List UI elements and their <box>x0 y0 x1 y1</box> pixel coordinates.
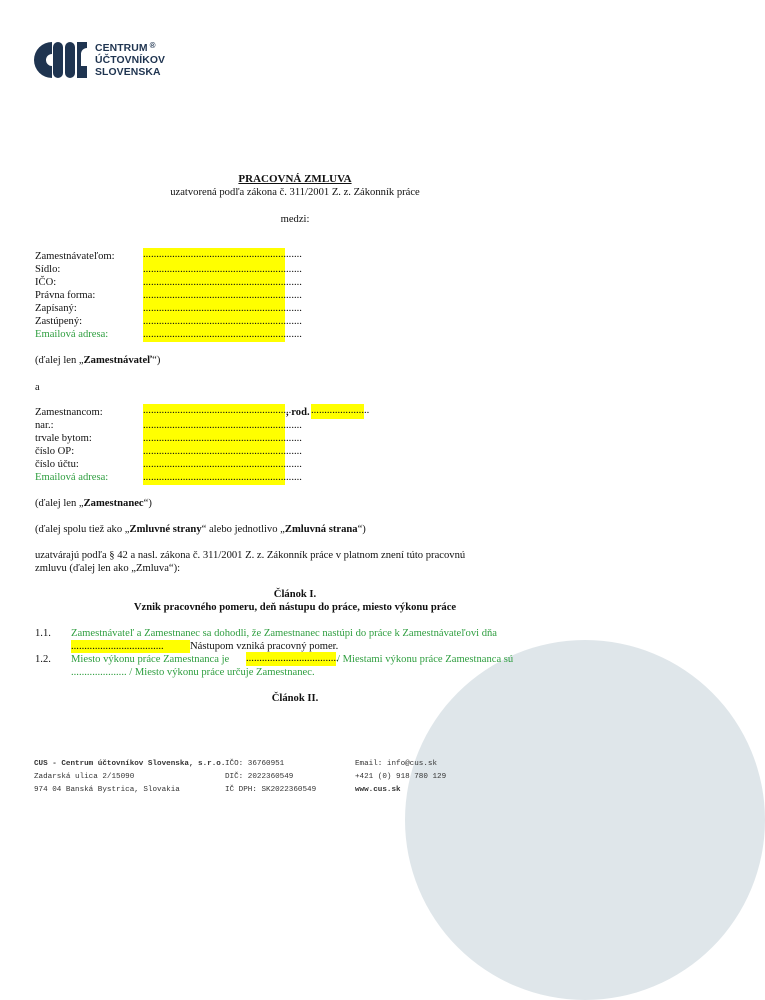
residence-field[interactable]: ............................................................ <box>143 433 302 444</box>
seat-field[interactable]: ............................................................ <box>143 264 302 275</box>
footer-email[interactable]: Email: info@cus.sk <box>355 760 438 768</box>
article-1-number: Článok I. <box>273 589 317 600</box>
footer-registration: IČO: 36760951 DIČ: 2022360549 IČ DPH: SK2022360549 <box>225 760 317 794</box>
conjunction-a: a <box>35 382 40 393</box>
clause-number: 1.1. <box>35 628 51 639</box>
clause-number: 1.2. <box>35 654 51 665</box>
clause-1-2-line-1b: / Miestami výkonu práce Zamestnanca sú <box>337 654 514 665</box>
account-field[interactable]: ............................................................ <box>143 459 302 470</box>
legal-form-field[interactable]: ............................................................ <box>143 290 302 301</box>
footer-company: CUS - Centrum účtovníkov Slovenska, s.r.o. Zadarská ulica 2/15090 974 04 Banská Bystrica, Slovakia <box>34 760 226 794</box>
employer-email-label: Emailová adresa: <box>35 329 109 340</box>
company-logo <box>34 42 165 80</box>
document-subtitle: uzatvorená podľa zákona č. 311/2001 Z. z. Zákonník práce <box>170 187 420 198</box>
registered-field[interactable]: ............................................................ <box>143 303 302 314</box>
logo-mark-icon <box>34 42 90 80</box>
employer-label: Zamestnávateľom: <box>35 251 115 262</box>
id-card-label: číslo OP: <box>35 446 75 457</box>
footer-website[interactable]: www.cus.sk <box>355 786 401 794</box>
intro-line-2: zmluvu (ďalej len ako „Zmluva“): <box>35 563 181 574</box>
seat-label: Sídlo: <box>35 264 61 275</box>
article-1-heading: Vznik pracovného pomeru, deň nástupu do práce, miesto výkonu práce <box>133 602 457 613</box>
employer-reference: (ďalej len „Zamestnávateľ“) <box>35 355 161 366</box>
footer-contact <box>355 758 446 797</box>
rod-field[interactable]: ...................... <box>311 404 364 419</box>
clause-1-1-line-2: Nástupom vzniká pracovný pomer. <box>190 641 339 652</box>
intro-line-1: uzatvárajú podľa § 42 a nasl. zákona č. 311/2001 Z. z. Zákonník práce v platnom znení túto pracovnú <box>35 550 466 561</box>
employer-email-field[interactable]: ............................................................ <box>143 329 302 340</box>
clause-1-1-line-1: Zamestnávateľ a Zamestnanec sa dohodli, že Zamestnanec nastúpi do práce k Zamestnávateľovi dňa <box>71 628 498 639</box>
represented-field[interactable]: ............................................................ <box>143 316 302 327</box>
residence-label: trvale bytom: <box>35 433 92 444</box>
registered-label: Zapísaný: <box>35 303 77 314</box>
footer-phone: +421 (0) 918 780 129 <box>355 773 447 781</box>
employee-name-field[interactable]: ........................................................ <box>143 404 285 419</box>
workplace-field[interactable]: ................................... <box>246 653 339 664</box>
article-2-number: Článok II. <box>271 693 319 704</box>
employee-label: Zamestnancom: <box>35 407 103 418</box>
employee-email-label: Emailová adresa: <box>35 472 109 483</box>
birth-label: nar.: <box>35 420 54 431</box>
clause-1-2-line-2: ..................... / Miesto výkonu práce určuje Zamestnanec. <box>71 667 315 678</box>
represented-label: Zastúpený: <box>35 316 83 327</box>
medzi-text: medzi: <box>280 214 310 225</box>
employee-reference: (ďalej len „Zamestnanec“) <box>35 498 152 509</box>
ico-field[interactable]: ............................................................ <box>143 277 302 288</box>
employee-email-field[interactable]: ............................................................ <box>143 472 302 483</box>
employer-field[interactable]: ............................................................ <box>143 248 285 263</box>
start-date-field[interactable]: ................................... <box>71 640 190 653</box>
clause-1-2-line-1a: Miesto výkonu práce Zamestnanca je <box>71 654 230 665</box>
document-title: PRACOVNÁ ZMLUVA <box>238 173 352 185</box>
legal-form-label: Právna forma: <box>35 290 96 301</box>
parties-reference: (ďalej spolu tiež ako „Zmluvné strany“ alebo jednotlivo „Zmluvná strana“) <box>35 524 366 535</box>
ico-label: IČO: <box>35 277 57 288</box>
rod-label: , rod. <box>286 407 310 418</box>
birth-field[interactable]: ............................................................ <box>143 420 302 431</box>
account-label: číslo účtu: <box>35 459 79 470</box>
id-card-field[interactable]: ............................................................ <box>143 446 302 457</box>
logo-text: CENTRUM ® ÚČTOVNÍKOV SLOVENSKA <box>95 41 166 78</box>
